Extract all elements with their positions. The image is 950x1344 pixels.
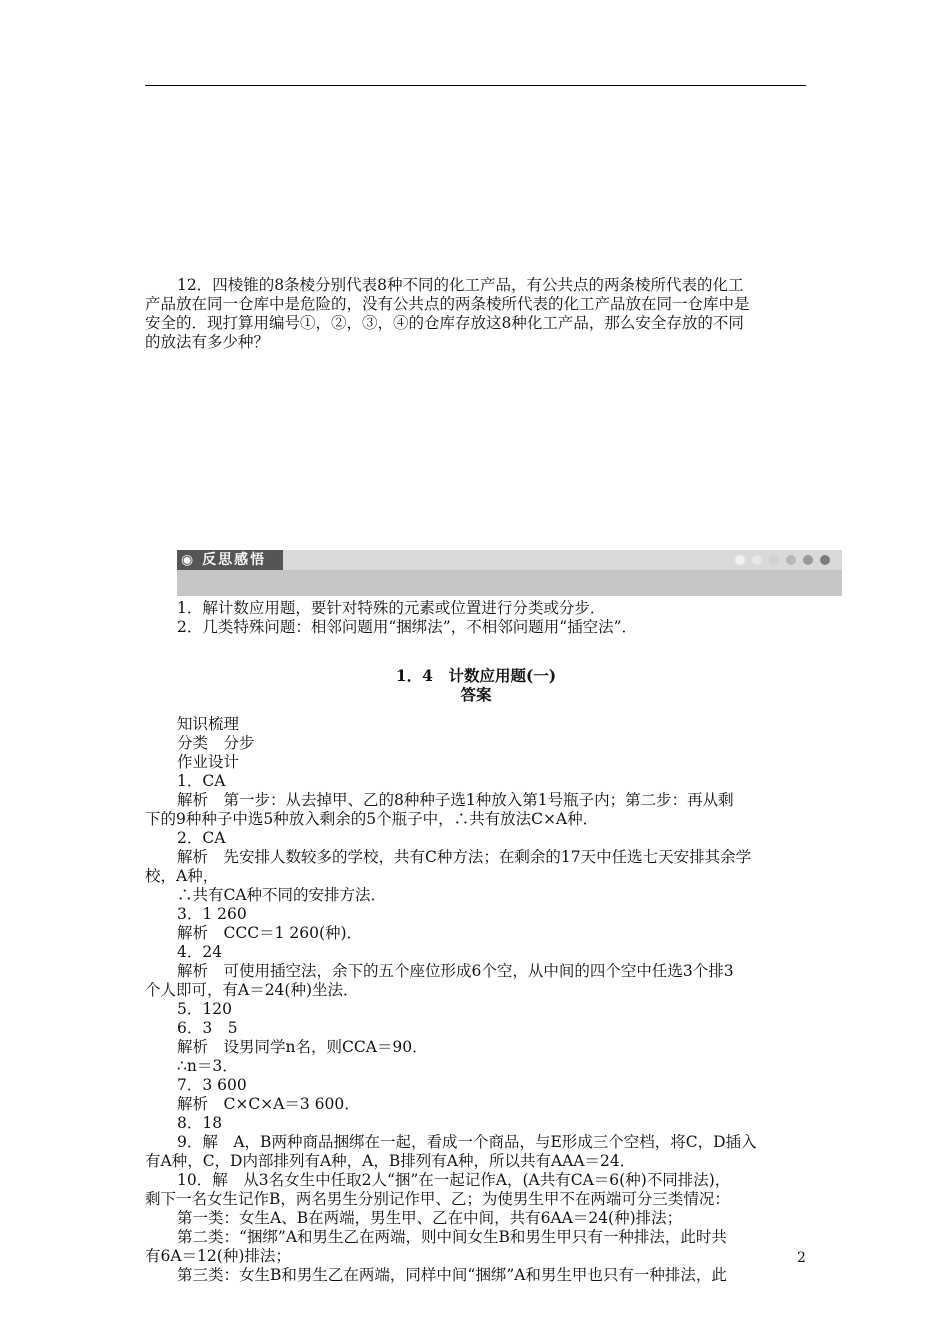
answer-line: 2．CA bbox=[177, 829, 226, 847]
answer-line: 1．CA bbox=[177, 772, 226, 790]
answer-line: 下的9种种子中选5种放入剩余的5个瓶子中，∴共有放法C×A种． bbox=[145, 810, 599, 828]
question-line: 的放法有多少种？ bbox=[145, 333, 270, 351]
answer-line: 解析 设男同学n名，则CCA＝90． bbox=[177, 1038, 428, 1056]
banner-tab bbox=[177, 550, 283, 570]
answer-line: 解析 C×C×A＝3 600． bbox=[177, 1095, 360, 1113]
answer-line: ∴n＝3． bbox=[177, 1057, 238, 1075]
answer-line: 第一类：女生A、B在两端，男生甲、乙在中间，共有6AA＝24(种)排法； bbox=[177, 1209, 683, 1227]
dot-icon bbox=[786, 555, 796, 565]
answer-line: 第三类：女生B和男生乙在两端，同样中间“捆绑”A和男生甲也只有一种排法，此 bbox=[177, 1266, 727, 1284]
answer-line: 个人即可，有A＝24(种)坐法． bbox=[145, 981, 359, 999]
question-12 bbox=[145, 276, 807, 352]
page-number: 2 bbox=[797, 1250, 806, 1266]
answer-line: 分类 分步 bbox=[177, 734, 255, 752]
reflection-banner bbox=[177, 550, 842, 596]
answer-line: 知识梳理 bbox=[177, 715, 240, 733]
target-icon: ◉ bbox=[181, 552, 196, 568]
header-rule bbox=[145, 85, 806, 86]
answer-line: 解析 先安排人数较多的学校，共有C种方法；在剩余的17天中任选七天安排其余学 bbox=[177, 848, 752, 866]
answer-line: 6．3 5 bbox=[177, 1019, 238, 1037]
answer-line: 解析 可使用插空法，余下的五个座位形成6个空，从中间的四个空中任选3个排3 bbox=[177, 962, 734, 980]
question-line: 12．四棱锥的8条棱分别代表8种不同的化工产品，有公共点的两条棱所代表的化工 bbox=[177, 276, 744, 294]
answer-line: 剩下一名女生记作B，两名男生分别记作甲、乙；为使男生甲不在两端可分三类情况： bbox=[145, 1190, 730, 1208]
dot-icon bbox=[769, 555, 779, 565]
question-line: 安全的．现打算用编号①，②，③，④的仓库存放这8种化工产品，那么安全存放的不同 bbox=[145, 314, 744, 332]
banner-dots bbox=[735, 555, 830, 565]
answer-line: 有A种，C，D内部排列有A种，A，B排列有A种，所以共有AAA＝24． bbox=[145, 1152, 636, 1170]
banner-label: 反思感悟 bbox=[202, 552, 267, 568]
answer-line: 7．3 600 bbox=[177, 1076, 247, 1094]
reflection-line: 1．解计数应用题，要针对特殊的元素或位置进行分类或分步． bbox=[177, 599, 606, 617]
reflection-line: 2．几类特殊问题：相邻问题用“捆绑法”，不相邻问题用“插空法”． bbox=[177, 618, 638, 636]
answer-line: 10．解 从3名女生中任取2人“捆”在一起记作A，(A共有CA＝6(种)不同排法)， bbox=[177, 1171, 731, 1189]
dot-icon bbox=[820, 555, 830, 565]
question-line: 产品放在同一仓库中是危险的，没有公共点的两条棱所代表的化工产品放在同一仓库中是 bbox=[145, 295, 750, 313]
answer-line: 5．120 bbox=[177, 1000, 232, 1018]
answer-line: 解析 CCC＝1 260(种)． bbox=[177, 924, 363, 942]
answer-line: 8．18 bbox=[177, 1114, 223, 1132]
answer-line: 校，A种， bbox=[145, 867, 219, 885]
dot-icon bbox=[752, 555, 762, 565]
section-title-sub: 答案 bbox=[460, 685, 492, 704]
answer-line: 有6A＝12(种)排法； bbox=[145, 1247, 291, 1265]
answer-line: 9．解 A，B两种商品捆绑在一起，看成一个商品，与E形成三个空档，将C，D插入 bbox=[177, 1133, 757, 1151]
answer-line: 第二类：“捆绑”A和男生乙在两端，则中间女生B和男生甲只有一种排法，此时共 bbox=[177, 1228, 727, 1246]
section-title bbox=[145, 666, 807, 704]
reflection-points bbox=[145, 599, 807, 637]
answer-line: 作业设计 bbox=[177, 753, 240, 771]
answer-line: 3．1 260 bbox=[177, 905, 247, 923]
answer-line: ∴共有CA种不同的安排方法． bbox=[177, 886, 387, 904]
dot-icon bbox=[803, 555, 813, 565]
section-title-main: 1．4 计数应用题(一) bbox=[395, 666, 557, 685]
dot-icon bbox=[735, 555, 745, 565]
answer-line: 解析 第一步：从去掉甲、乙的8种种子选1种放入第1号瓶子内；第二步：再从剩 bbox=[177, 791, 734, 809]
answer-line: 4．24 bbox=[177, 943, 223, 961]
answers-block bbox=[145, 715, 807, 1285]
